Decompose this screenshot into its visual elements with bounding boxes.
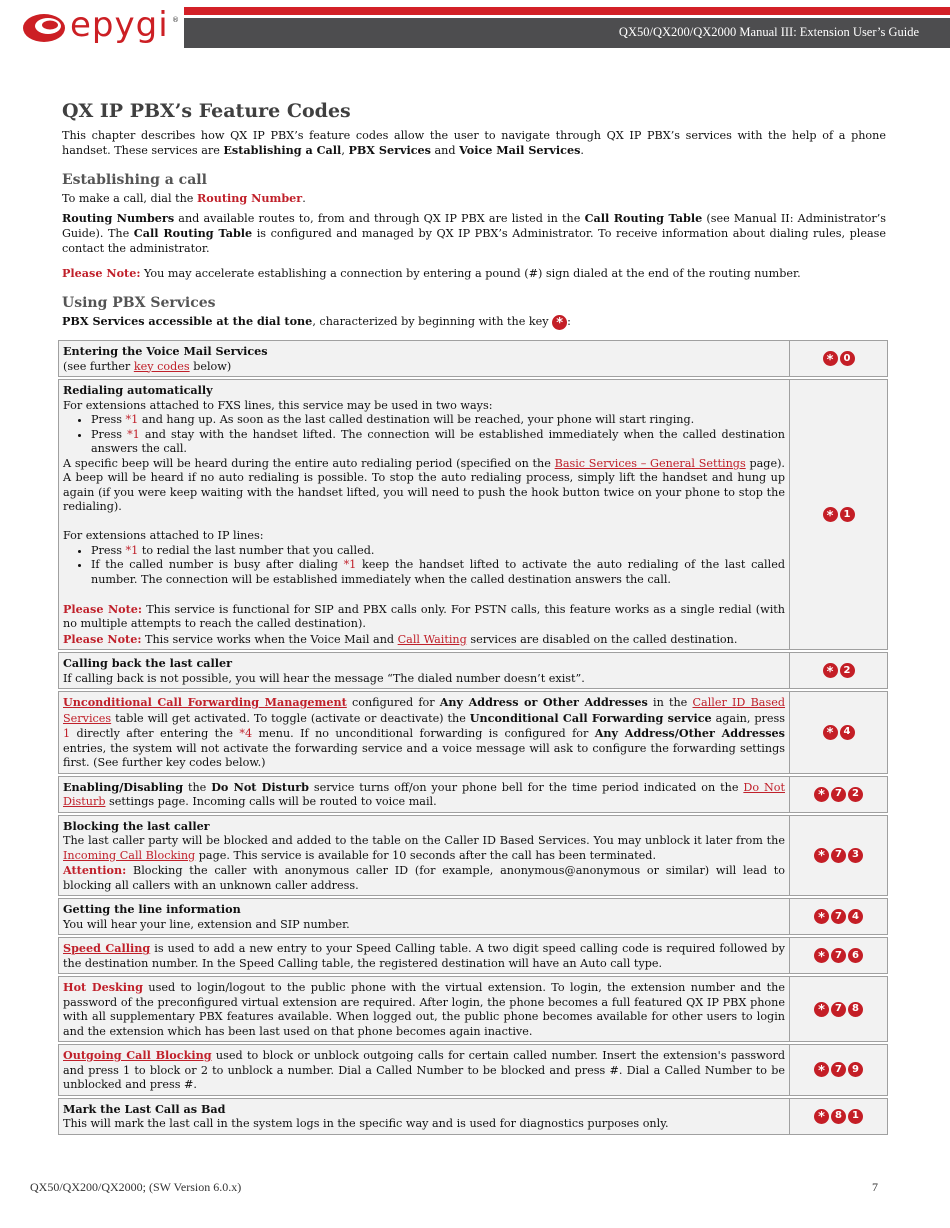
routing-paragraph: Routing Numbers and available routes to, from and through QX IP PBX are listed in the Call Routing Table (see Manual II: Administrator’s Guide). The Call Routing Table is configured and managed by QX IP PBX’s Administrator. To receive information about dialing rules, please contact the administrator. (62, 210, 887, 255)
row-description: Mark the Last Call as Bad This will mark the last call in the system logs in the specific way and is used for diagnostics purposes only. (58, 1098, 789, 1135)
intro-paragraph: This chapter describes how QX IP PBX’s feature codes allow the user to navigate through QX IP PBX’s services with the help of a phone handset. These services are Establishing a Call, PBX Services and Voice Mail Services. (62, 128, 886, 157)
table-row (58, 937, 888, 974)
digit-key-icon: 2 (848, 787, 863, 802)
star-key-icon: * (823, 507, 838, 522)
outgoing-call-blocking-link[interactable]: Outgoing Call Blocking (63, 1048, 212, 1062)
feature-code (789, 340, 888, 377)
digit-key-icon: 7 (831, 909, 846, 924)
epygi-logo (22, 5, 182, 46)
digit-key-icon: 2 (840, 663, 855, 678)
table-row (58, 776, 888, 813)
digit-key-icon: 7 (831, 787, 846, 802)
digit-key-icon: 0 (840, 351, 855, 366)
pbx-intro: PBX Services accessible at the dial tone, characterized by beginning with the key * : (62, 314, 571, 331)
page-title: QX IP PBX’s Feature Codes (62, 100, 351, 122)
star-key-icon: * (814, 1062, 829, 1077)
digit-key-icon: 6 (848, 948, 863, 963)
logo-wordmark: epygi (70, 5, 169, 45)
table-row (58, 1098, 888, 1135)
establishing-note: Please Note: You may accelerate establishing a connection by entering a pound (#) sign dialed at the end of the routing number. (62, 266, 801, 280)
row-description: Redialing automatically For extensions attached to FXS lines, this service may be used in two ways: • Press *1 and hang up. As soon as the last called destination will be reached, your phone will start ringing. • Press *1 and stay with the handset lifted. The connection will be established immediately when the called destination answers the call. A specific beep will be heard during the entire auto redialing period (specified on the Basic Services – General Settings page). A beep will be heard if no auto redialing is possible. To stop the auto redialing process, simply lift the handset and hung up again (if you were keep waiting with the handset lifted, you will need to push the hook button twice on your phone to stop the redialing). For extensions attached to IP lines: • Press *1 to redial the last number that you called. • If the called number is busy after dialing *1 keep the handset lifted to activate the auto redialing of the last called number. The connection will be established immediately when the called destination answers the call. Please Note: This service is functional for SIP and PBX calls only. For PSTN calls, this feature works as a single redial (with no multiple attempts to reach the called destination). Please Note: This service works when the Voice Mail and Call Waiting services are disabled on the called destination. (58, 379, 789, 650)
digit-key-icon: 7 (831, 1002, 846, 1017)
digit-key-icon: 7 (831, 948, 846, 963)
feature-code (789, 691, 888, 774)
star-key-icon: * (823, 663, 838, 678)
feature-code (789, 379, 888, 650)
incoming-call-blocking-link[interactable]: Incoming Call Blocking (63, 848, 196, 862)
feature-code (789, 815, 888, 897)
row-description: Outgoing Call Blocking used to block or unblock outgoing calls for certain called number. Insert the extension's password and press 1 to block or 2 to unblock a number. Dial a Called Number to be blocked and press #. Dial a Called Number to be unblocked and press #. (58, 1044, 789, 1096)
table-row (58, 652, 888, 689)
manual-title: QX50/QX200/QX2000 Manual III: Extension User’s Guide (618, 25, 919, 39)
digit-key-icon: 8 (848, 1002, 863, 1017)
row-description: Hot Desking used to login/logout to the public phone with the virtual extension. To login, the extension number and the password of the preconfigured virtual extension are required. After login, the phone becomes a full featured QX IP PBX phone with all supplementary PBX features available. When logged out, the public phone becomes available for other users to login and the extension which has been last used on that phone becomes again inactive. (58, 976, 789, 1042)
star-key-icon: * (814, 848, 829, 863)
page-number: 7 (872, 1180, 878, 1194)
digit-key-icon: 7 (831, 848, 846, 863)
row-description: Getting the line information You will hear your line, extension and SIP number. (58, 898, 789, 935)
star-key-icon: * (814, 787, 829, 802)
table-row (58, 898, 888, 935)
row-description: Speed Calling is used to add a new entry to your Speed Calling table. A two digit speed calling code is required followed by the destination number. In the Speed Calling table, the registered destination will have an Auto call type. (58, 937, 789, 974)
digit-key-icon: 4 (840, 725, 855, 740)
row-description: Calling back the last caller If calling back is not possible, you will hear the message “The dialed number doesn’t exist”. (58, 652, 789, 689)
feature-codes-table (58, 338, 888, 1137)
table-row (58, 340, 888, 377)
star-key-icon: * (552, 315, 567, 330)
page-content (62, 100, 887, 331)
row-description: Blocking the last caller The last caller party will be blocked and added to the table on the Caller ID Based Services. You may unblock it later from the Incoming Call Blocking page. This service is available for 10 seconds after the call has been terminated. Attention: Blocking the caller with anonymous caller ID (for example, anonymous@anonymous or similar) will lead to blocking all callers with an unknown caller address. (58, 815, 789, 897)
table-row (58, 379, 888, 650)
feature-code (789, 937, 888, 974)
header-red-bar (184, 7, 950, 15)
row-description: Unconditional Call Forwarding Management configured for Any Address or Other Addresses in the Caller ID Based Services table will get activated. To toggle (activate or deactivate) the Unconditional Call Forwarding service again, press 1 directly after entering the *4 menu. If no unconditional forwarding is configured for Any Address/Other Addresses entries, the system will not activate the forwarding service and a voice message will ask to configure the forwarding settings first. (See further key codes below.) (58, 691, 789, 774)
star-key-icon: * (814, 1002, 829, 1017)
digit-key-icon: 9 (848, 1062, 863, 1077)
caller-id-services-link[interactable]: Caller ID Based Services (63, 696, 786, 725)
star-key-icon: * (814, 1109, 829, 1124)
establishing-line: To make a call, dial the Routing Number. (62, 191, 306, 205)
do-not-disturb-link[interactable]: Do Not Disturb (63, 780, 785, 808)
row-description: Enabling/Disabling the Do Not Disturb service turns off/on your phone bell for the time period indicated on the Do Not Disturb settings page. Incoming calls will be routed to voice mail. (58, 776, 789, 813)
digit-key-icon: 3 (848, 848, 863, 863)
table-row (58, 976, 888, 1042)
star-key-icon: * (814, 909, 829, 924)
star-key-icon: * (814, 948, 829, 963)
section-heading-pbx: Using PBX Services (62, 294, 216, 311)
digit-key-icon: 8 (831, 1109, 846, 1124)
section-heading-establishing: Establishing a call (62, 171, 207, 188)
epygi-swoosh-icon (22, 10, 68, 44)
digit-key-icon: 7 (831, 1062, 846, 1077)
digit-key-icon: 4 (848, 909, 863, 924)
call-waiting-link[interactable]: Call Waiting (397, 632, 467, 646)
registered-mark: ® (172, 16, 179, 24)
feature-code (789, 1044, 888, 1096)
star-key-icon: * (823, 351, 838, 366)
key-codes-link[interactable]: key codes (133, 359, 190, 373)
feature-code (789, 898, 888, 935)
feature-code (789, 1098, 888, 1135)
table-row (58, 815, 888, 897)
star-key-icon: * (823, 725, 838, 740)
digit-key-icon: 1 (840, 507, 855, 522)
table-row (58, 1044, 888, 1096)
feature-code (789, 976, 888, 1042)
digit-key-icon: 1 (848, 1109, 863, 1124)
speed-calling-link[interactable]: Speed Calling (63, 941, 151, 955)
feature-code (789, 776, 888, 813)
basic-services-link[interactable]: Basic Services – General Settings (554, 456, 746, 470)
table-row (58, 691, 888, 774)
feature-code (789, 652, 888, 689)
footer-version: QX50/QX200/QX2000; (SW Version 6.0.x) (30, 1180, 242, 1194)
row-description: Entering the Voice Mail Services (see further key codes below) (58, 340, 789, 377)
page-header (0, 0, 950, 50)
unconditional-forwarding-link[interactable]: Unconditional Call Forwarding Management (63, 695, 347, 709)
